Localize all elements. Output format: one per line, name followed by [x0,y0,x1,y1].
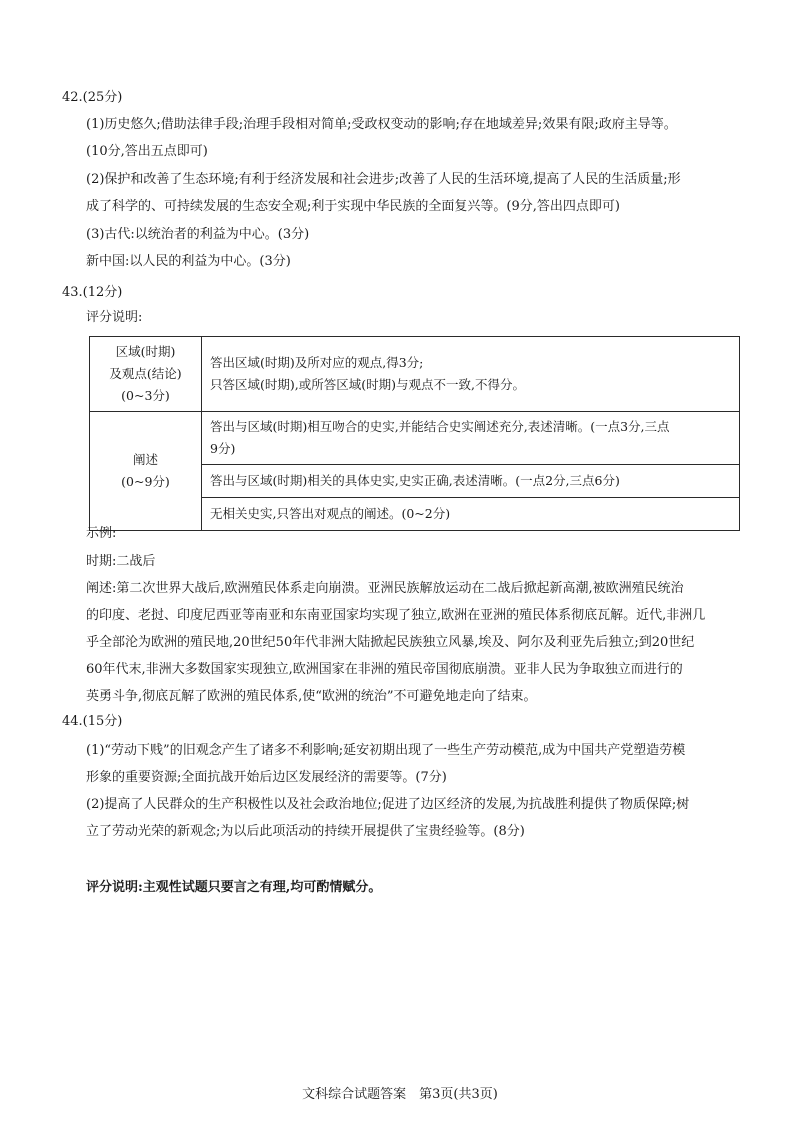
essay-line: 乎全部沦为欧洲的殖民地,20世纪50年代非洲大陆掀起民族独立风暴,埃及、阿尔及利亚先后独立;到20世纪 [86,635,695,650]
table-cell-description: 无相关史实,只答出对观点的阐述。(0~2分) [202,498,740,531]
essay-line: 的印度、老挝、印度尼西亚等南亚和东南亚国家均实现了独立,欧洲在亚洲的殖民体系彻底瓦解。近代,非洲几 [86,608,706,623]
q43-grading-label: 评分说明: [86,310,143,325]
description-text: 答出与区域(时期)相互吻合的史实,并能结合史实阐述充分,表述清晰。(一点3分,三点 [210,419,670,434]
essay-line: 阐述:第二次世界大战后,欧洲殖民体系走向崩溃。亚洲民族解放运动在二战后掀起新高潮,被欧洲殖民统治 [86,581,684,596]
q44-part2-line: 立了劳动光荣的新观念;为以后此项活动的持续开展提供了宝贵经验等。(8分) [86,824,525,839]
q42-part3 [86,221,756,275]
table-cell-criterion [90,337,202,412]
description-text: 答出区域(时期)及所对应的观点,得3分; [210,355,424,370]
table-cell-criterion [90,412,202,531]
q44-part2 [86,791,756,845]
q44-part1-line: (1)“劳动下贱”的旧观念产生了诸多不利影响;延安初期出现了一些生产劳动模范,成为中国共产党塑造劳模 [86,743,686,758]
criterion-text: (0~9分) [121,474,170,489]
criterion-text: 阐述 [132,452,158,467]
page-footer: 文科综合试题答案 第3页(共3页) [302,1087,498,1102]
grading-table [89,336,740,531]
table-cell-description: 答出与区域(时期)相关的具体史实,史实正确,表述清晰。(一点2分,三点6分) [202,465,740,498]
q44-part1 [86,737,756,791]
criterion-text: (0~3分) [121,388,170,403]
q42-part3-modern: 新中国:以人民的利益为中心。(3分) [86,254,291,269]
q42-part1-line: (1)历史悠久;借助法律手段;治理手段相对简单;受政权变动的影响;存在地域差异;效果有限;政府主导等。 [86,117,677,132]
q43-essay [86,575,756,710]
q43-period: 时期:二战后 [86,554,156,569]
q42-part2 [86,166,756,220]
q44-part2-line: (2)提高了人民群众的生产积极性以及社会政治地位;促进了边区经济的发展,为抗战胜利提供了物质保障;树 [86,797,690,812]
scoring-note: 评分说明:主观性试题只要言之有理,均可酌情赋分。 [86,880,382,895]
table-cell-description [202,412,740,465]
table-row [90,412,740,465]
q42-part2-line1: (2)保护和改善了生态环境;有利于经济发展和社会进步;改善了人民的生活环境,提高了人民的生活质量;形 [86,172,681,187]
q44-part1-line: 形象的重要资源;全面抗战开始后边区发展经济的需要等。(7分) [86,770,447,785]
q43-example-label: 示例: [86,526,117,541]
description-text: 9分) [210,441,236,456]
criterion-text: 区域(时期) [115,344,176,359]
q42-heading: 42.(25分) [62,90,123,105]
q44-heading: 44.(15分) [62,714,123,729]
table-cell-description [202,337,740,412]
q42-part3-ancient: (3)古代:以统治者的利益为中心。(3分) [86,227,310,242]
essay-line: 英勇斗争,彻底瓦解了欧洲的殖民体系,使“欧洲的统治”不可避免地走向了结束。 [86,689,537,704]
q43-heading: 43.(12分) [62,285,123,300]
table-row [90,337,740,412]
q42-part2-line2: 成了科学的、可持续发展的生态安全观;利于实现中华民族的全面复兴等。(9分,答出四点即可) [86,199,620,214]
criterion-text: 及观点(结论) [109,366,182,381]
description-text: 只答区域(时期),或所答区域(时期)与观点不一致,不得分。 [210,377,525,392]
q42-part1-score: (10分,答出五点即可) [86,144,208,159]
essay-line: 60年代末,非洲大多数国家实现独立,欧洲国家在非洲的殖民帝国彻底崩溃。亚非人民为争取独立而进行的 [86,662,683,677]
q42-part1 [86,111,756,165]
